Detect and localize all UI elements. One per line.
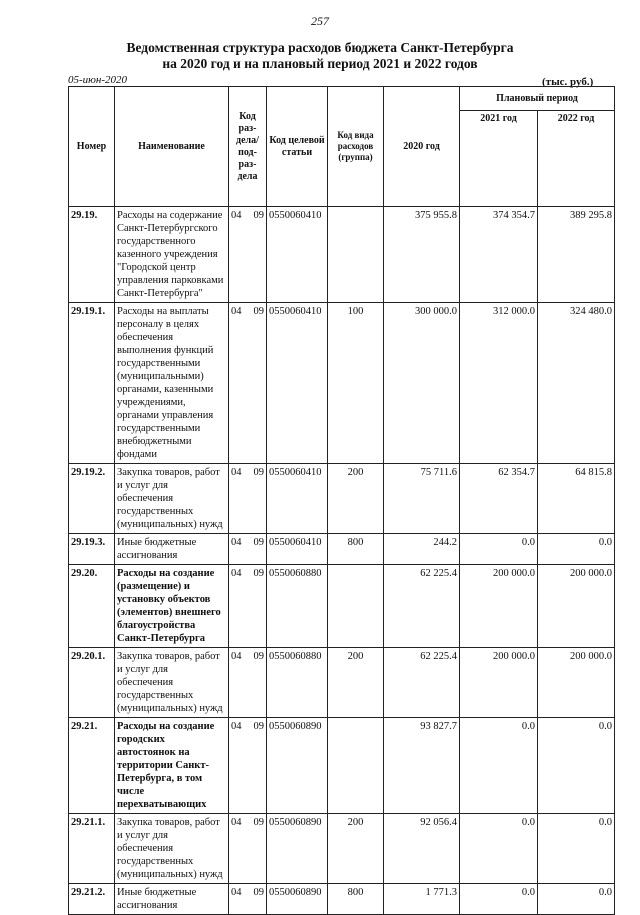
cell-2021: 0.0: [460, 884, 538, 915]
header-expense-kind: Код вида расходов (группа): [328, 87, 384, 207]
cell-target-code: 0550060890: [267, 884, 328, 915]
document-title: [0, 40, 640, 72]
cell-name: Иные бюджетные ассигнования: [115, 884, 229, 915]
cell-name: Закупка товаров, работ и услуг для обеспечения государственных (муниципальных) нужд: [115, 814, 229, 884]
cell-2020: 1 771.3: [384, 884, 460, 915]
cell-2020: 75 711.6: [384, 464, 460, 534]
cell-section: 04: [231, 651, 242, 662]
cell-2020: 300 000.0: [384, 303, 460, 464]
cell-target-code: 0550060410: [267, 207, 328, 303]
cell-section: 04: [231, 817, 242, 828]
cell-subsection: 09: [253, 568, 264, 579]
cell-target-code: 0550060410: [267, 534, 328, 565]
cell-section: 04: [231, 537, 242, 548]
cell-target-code: 0550060890: [267, 814, 328, 884]
cell-expense-kind: [328, 718, 384, 814]
cell-section-code: [229, 534, 267, 565]
cell-subsection: 09: [253, 537, 264, 548]
cell-subsection: 09: [253, 721, 264, 732]
cell-2021: 0.0: [460, 534, 538, 565]
cell-2022: 389 295.8: [538, 207, 615, 303]
cell-2021: 374 354.7: [460, 207, 538, 303]
cell-2022: 0.0: [538, 884, 615, 915]
cell-section: 04: [231, 467, 242, 478]
cell-2022: 0.0: [538, 814, 615, 884]
cell-section-code: [229, 814, 267, 884]
header-2020: 2020 год: [384, 87, 460, 207]
cell-name: Расходы на создание (размещение) и установку объектов (элементов) внешнего благоустройства Санкт-Петербурга: [115, 565, 229, 648]
header-2021: 2021 год: [460, 111, 538, 207]
cell-2020: 92 056.4: [384, 814, 460, 884]
table-row: [69, 648, 615, 718]
cell-2020: 62 225.4: [384, 648, 460, 718]
cell-subsection: 09: [253, 306, 264, 317]
cell-2021: 0.0: [460, 718, 538, 814]
budget-table: [68, 86, 615, 915]
cell-target-code: 0550060880: [267, 565, 328, 648]
cell-expense-kind: 800: [328, 884, 384, 915]
cell-number: 29.21.: [69, 718, 115, 814]
cell-2021: 62 354.7: [460, 464, 538, 534]
table-row: [69, 565, 615, 648]
cell-section-code: [229, 207, 267, 303]
table-row: [69, 814, 615, 884]
cell-2020: 375 955.8: [384, 207, 460, 303]
cell-expense-kind: 800: [328, 534, 384, 565]
cell-2022: 64 815.8: [538, 464, 615, 534]
cell-number: 29.21.1.: [69, 814, 115, 884]
cell-target-code: 0550060890: [267, 718, 328, 814]
cell-expense-kind: [328, 565, 384, 648]
cell-number: 29.19.: [69, 207, 115, 303]
table-row: [69, 207, 615, 303]
cell-section: 04: [231, 568, 242, 579]
cell-2020: 93 827.7: [384, 718, 460, 814]
cell-section: 04: [231, 210, 242, 221]
cell-2021: 200 000.0: [460, 648, 538, 718]
cell-number: 29.19.1.: [69, 303, 115, 464]
cell-target-code: 0550060410: [267, 303, 328, 464]
cell-section-code: [229, 464, 267, 534]
header-number: Номер: [69, 87, 115, 207]
table-body: [69, 207, 615, 915]
cell-2021: 312 000.0: [460, 303, 538, 464]
cell-section-code: [229, 648, 267, 718]
cell-2022: 200 000.0: [538, 648, 615, 718]
table-row: [69, 464, 615, 534]
cell-name: Закупка товаров, работ и услуг для обеспечения государственных (муниципальных) нужд: [115, 464, 229, 534]
table-row: [69, 303, 615, 464]
cell-section-code: [229, 884, 267, 915]
units-label: (тыс. руб.): [542, 76, 594, 88]
title-line-1: Ведомственная структура расходов бюджета Санкт-Петербурга: [126, 40, 514, 55]
cell-subsection: 09: [253, 210, 264, 221]
cell-2022: 0.0: [538, 534, 615, 565]
header-name: Наименование: [115, 87, 229, 207]
cell-name: Расходы на создание городских автостоянок на территории Санкт-Петербурга, в том числе перехватывающих: [115, 718, 229, 814]
cell-2021: 0.0: [460, 814, 538, 884]
cell-target-code: 0550060880: [267, 648, 328, 718]
cell-number: 29.20.1.: [69, 648, 115, 718]
cell-subsection: 09: [253, 887, 264, 898]
cell-2022: 324 480.0: [538, 303, 615, 464]
cell-number: 29.19.2.: [69, 464, 115, 534]
cell-section: 04: [231, 887, 242, 898]
cell-number: 29.19.3.: [69, 534, 115, 565]
document-date: 05-июн-2020: [68, 74, 128, 86]
title-line-2: на 2020 год и на плановый период 2021 и 2022 годов: [162, 56, 478, 71]
cell-section-code: [229, 565, 267, 648]
cell-subsection: 09: [253, 467, 264, 478]
cell-expense-kind: 200: [328, 648, 384, 718]
table-row: [69, 534, 615, 565]
cell-subsection: 09: [253, 651, 264, 662]
cell-section: 04: [231, 721, 242, 732]
cell-name: Расходы на содержание Санкт-Петербургского государственного казенного учреждения "Городской центр управления парковками Санкт-Петербурга": [115, 207, 229, 303]
cell-2020: 244.2: [384, 534, 460, 565]
cell-section: 04: [231, 306, 242, 317]
cell-2022: 0.0: [538, 718, 615, 814]
table-row: [69, 884, 615, 915]
cell-name: Иные бюджетные ассигнования: [115, 534, 229, 565]
cell-expense-kind: 100: [328, 303, 384, 464]
cell-number: 29.20.: [69, 565, 115, 648]
cell-section-code: [229, 718, 267, 814]
header-section-code: Код раз-дела/ под-раз-дела: [229, 87, 267, 207]
cell-2022: 200 000.0: [538, 565, 615, 648]
cell-name: Расходы на выплаты персоналу в целях обеспечения выполнения функций государственными (муниципальными) органами, казенными учреждениями, органами управления государственными внебюджетными фондами: [115, 303, 229, 464]
cell-number: 29.21.2.: [69, 884, 115, 915]
cell-expense-kind: 200: [328, 814, 384, 884]
page-number: 257: [311, 14, 329, 28]
header-target-code: Код целевой статьи: [267, 87, 328, 207]
header-2022: 2022 год: [538, 111, 615, 207]
cell-2021: 200 000.0: [460, 565, 538, 648]
cell-target-code: 0550060410: [267, 464, 328, 534]
cell-2020: 62 225.4: [384, 565, 460, 648]
cell-expense-kind: [328, 207, 384, 303]
cell-expense-kind: 200: [328, 464, 384, 534]
cell-section-code: [229, 303, 267, 464]
cell-subsection: 09: [253, 817, 264, 828]
cell-name: Закупка товаров, работ и услуг для обеспечения государственных (муниципальных) нужд: [115, 648, 229, 718]
table-row: [69, 718, 615, 814]
header-planned-period: Плановый период: [460, 87, 615, 111]
